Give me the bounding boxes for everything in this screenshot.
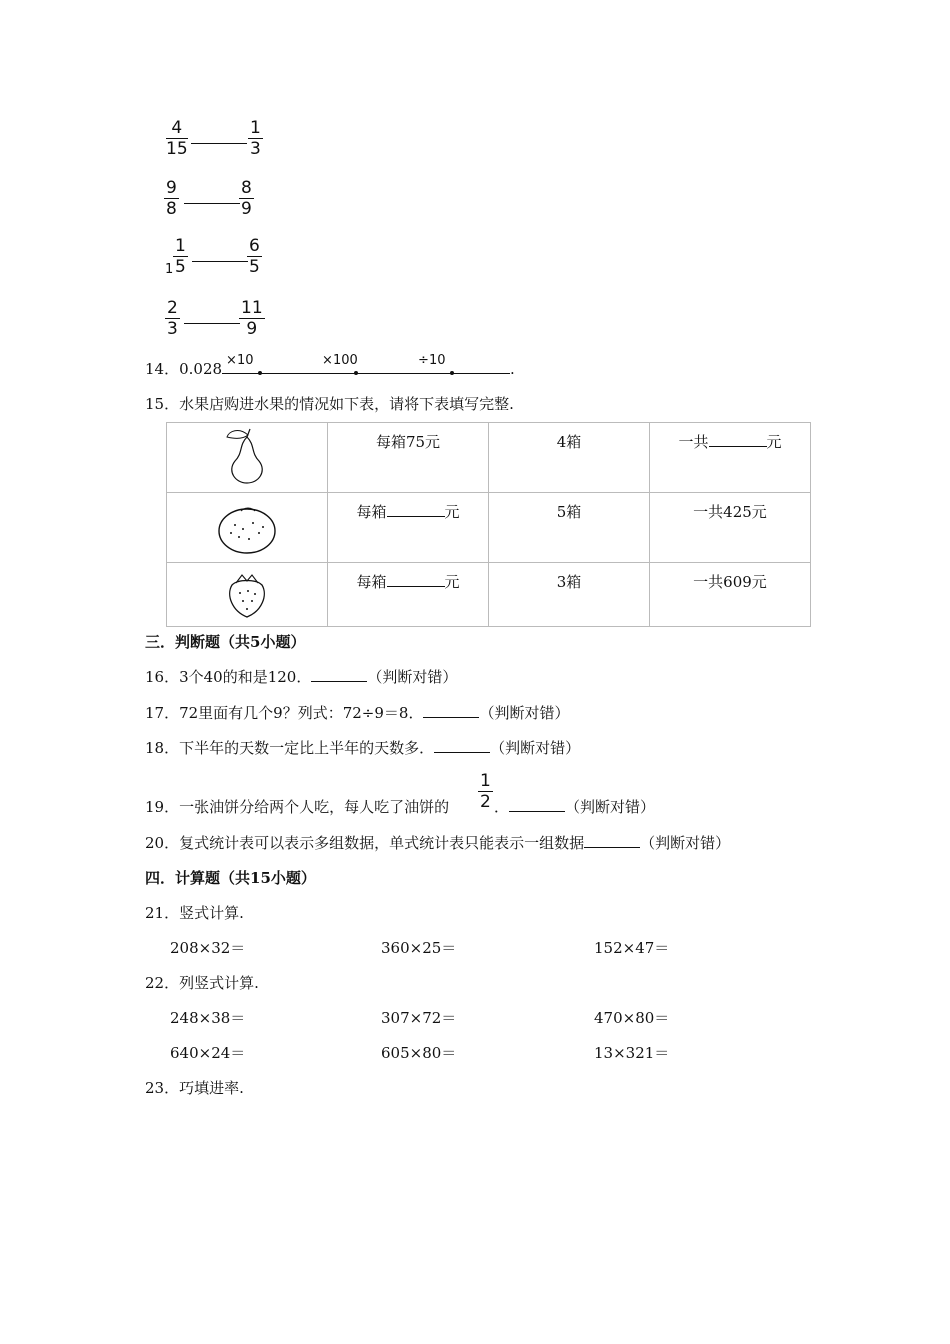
arrow-icon: ×10 bbox=[222, 363, 260, 377]
fraction: $\frac{11}{9}$ bbox=[241, 298, 263, 339]
question-14: 14．0.028 ×10 ×100 ÷10 . bbox=[145, 353, 515, 378]
answer-blank[interactable] bbox=[434, 752, 490, 753]
answer-blank[interactable] bbox=[709, 446, 767, 447]
calc-item: 470×80＝ bbox=[594, 1009, 670, 1027]
question-23: 23．巧填进率. bbox=[145, 1079, 244, 1097]
answer-blank[interactable] bbox=[184, 323, 240, 324]
answer-blank[interactable] bbox=[192, 261, 248, 262]
price-cell: 每箱 元 bbox=[328, 493, 489, 563]
fruit-cell bbox=[167, 563, 328, 627]
table-row bbox=[167, 423, 811, 493]
answer-blank[interactable] bbox=[423, 717, 479, 718]
question-15: 15．水果店购进水果的情况如下表，请将下表填写完整. bbox=[145, 395, 514, 413]
calc-item: 640×24＝ bbox=[170, 1044, 246, 1062]
calc-item: 605×80＝ bbox=[381, 1044, 457, 1062]
section-title: 三．判断题（共5小题） bbox=[145, 633, 306, 651]
table-row bbox=[167, 493, 811, 563]
boxes-cell: 5箱 bbox=[489, 493, 650, 563]
calc-item: 360×25＝ bbox=[381, 939, 457, 957]
fruit-cell bbox=[167, 423, 328, 493]
fraction: $\frac{9}{8}$ bbox=[166, 178, 177, 219]
question-19: 19．一张油饼分给两个人吃，每人吃了油饼的 bbox=[145, 798, 450, 816]
question-22: 22．列竖式计算. bbox=[145, 974, 259, 992]
strawberry-icon bbox=[224, 571, 270, 619]
question-16: 16．3个40的和是120． （判断对错） bbox=[145, 668, 458, 686]
fruit-table bbox=[166, 422, 811, 627]
fraction: $\frac{2}{3}$ bbox=[167, 298, 178, 339]
answer-blank[interactable] bbox=[387, 586, 445, 587]
answer-blank[interactable] bbox=[191, 143, 247, 144]
section-title: 四．计算题（共15小题） bbox=[145, 869, 316, 887]
answer-blank[interactable] bbox=[509, 811, 565, 812]
question-21: 21．竖式计算. bbox=[145, 904, 244, 922]
answer-blank[interactable] bbox=[311, 681, 367, 682]
fraction: $\frac{4}{15}$ bbox=[166, 118, 188, 159]
fraction: $\frac{8}{9}$ bbox=[241, 178, 252, 219]
fraction: $\frac{1}{3}$ bbox=[250, 118, 261, 159]
orange-icon bbox=[215, 501, 279, 555]
calc-item: 307×72＝ bbox=[381, 1009, 457, 1027]
question-19-tail: ． （判断对错） bbox=[494, 798, 656, 816]
answer-blank[interactable] bbox=[452, 373, 510, 374]
boxes-cell: 4箱 bbox=[489, 423, 650, 493]
question-20: 20．复式统计表可以表示多组数据，单式统计表只能表示一组数据 （判断对错） bbox=[145, 834, 731, 852]
boxes-cell: 3箱 bbox=[489, 563, 650, 627]
fraction: $\frac{1}{2}$ bbox=[480, 771, 491, 812]
total-cell: 一共425元 bbox=[650, 493, 811, 563]
total-cell: 一共609元 bbox=[650, 563, 811, 627]
arrow-icon: ÷10 bbox=[414, 363, 452, 377]
fruit-cell bbox=[167, 493, 328, 563]
answer-blank[interactable] bbox=[387, 516, 445, 517]
calc-item: 13×321＝ bbox=[594, 1044, 670, 1062]
answer-blank[interactable] bbox=[260, 373, 318, 374]
arrow-icon: ×100 bbox=[318, 363, 356, 377]
total-cell: 一共 元 bbox=[650, 423, 811, 493]
calc-item: 248×38＝ bbox=[170, 1009, 246, 1027]
pear-icon bbox=[217, 427, 277, 485]
answer-blank[interactable] bbox=[584, 847, 640, 848]
question-18: 18．下半年的天数一定比上半年的天数多． （判断对错） bbox=[145, 739, 581, 757]
fraction: $\frac{6}{5}$ bbox=[249, 236, 260, 277]
price-cell: 每箱75元 bbox=[328, 423, 489, 493]
calc-item: 152×47＝ bbox=[594, 939, 670, 957]
table-row bbox=[167, 563, 811, 627]
question-17: 17．72里面有几个9？列式：72÷9＝8． （判断对错） bbox=[145, 704, 570, 722]
answer-blank[interactable] bbox=[184, 203, 240, 204]
mixed-whole: 1 bbox=[165, 262, 174, 277]
fraction: $\frac{1}{5}$ bbox=[175, 236, 186, 277]
price-cell: 每箱 元 bbox=[328, 563, 489, 627]
answer-blank[interactable] bbox=[356, 373, 414, 374]
calc-item: 208×32＝ bbox=[170, 939, 246, 957]
